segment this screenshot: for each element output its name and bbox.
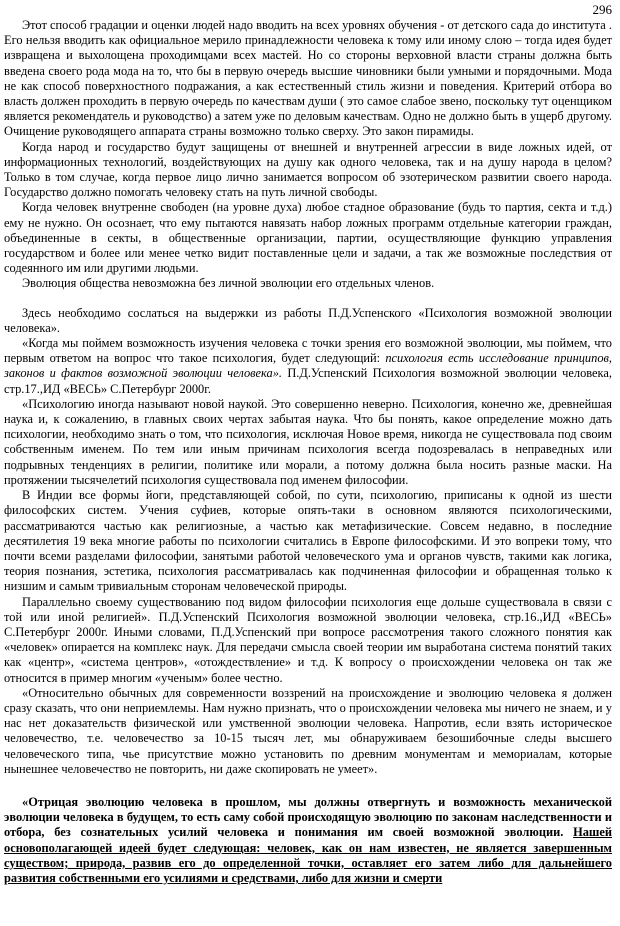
underlined-key-idea: Нашей основополагающей идеей будет следующая: человек, как он нам известен, не является завершенным существом; природа, развив его до определенной точки, оставляет его затем либо для дальнейшего развития собственными его усилиями и средствами, либо для жизни и смерти — [4, 825, 612, 885]
paragraph-2: Когда народ и государство будут защищены от внешней и внутренней агрессии в виде ложных идей, от информационных технологий, воздействующих на душу как одного человека, так и на душу народа в целом? Только в том случае, когда первое лицо лично занимается вопросом об эзотерическом развитии своего народа. Государство должно помогать человеку стать на путь личной свободы. — [4, 139, 612, 200]
paragraph-7: «Психологию иногда называют новой наукой. Это совершенно неверно. Психология, конечно же, древнейшая наука и, к сожалению, в главных своих чертах забытая наука. Что бы понять, какое определение можно дать психологии, необходимо знать о том, что психология, исключая Новое время, никогда не существовала под своим собственным именем. По тем или иным причинам психология всегда подозревалась в неправедных или подрывных тенденциях в религии, политике или морали, а потому должна была носить разные маски. На протяжении тысячелетий психология существовала под именем философии. — [4, 396, 612, 487]
quote-citation: П.Д.Успенский Психология возможной эволюции человека, стр.17.,ИД «ВЕСЬ» С.Петербург 2000г. — [4, 366, 612, 396]
paragraph-gap — [4, 292, 612, 306]
paragraph-10: «Относительно обычных для современности воззрений на происхождение и эволюцию человека я должен сразу сказать, что они неприемлемы. Нам нужно признать, что о происхождении человека мы ничего не знаем, и у нас нет доказательств физической или умственной эволюции человека. Напротив, если взять историческое человечество, т.е. человечество за 10-15 тысяч лет, мы обнаруживаем безошибочные следы высшего человеческого типа, чье присутствие можно установить по древним монументам и мемориалам, которые нынешнее человечество не повторить, ни даже скопировать не умеет». — [4, 685, 612, 776]
paragraph-8: В Индии все формы йоги, представляющей собой, по сути, психологию, приписаны к одной из шести философских систем. Учения суфиев, которые опять-таки в основном являются психологическими, рассматриваются частью как религиозные, а частью как метафизические. Совсем недавно, в последние десятилетия 19 века многие работы по психологии считались в Европе философскими. И это вопреки тому, что почти всеми разделами философии, занятыми работой человеческого ума и органов чувств, такими как логика, теория познания, эстетика, психология рассматривалась как подчиненная философии и обращенная только к низшим и самым тривиальным сторонам человеческой природы. — [4, 488, 612, 594]
paragraph-11 — [4, 795, 612, 886]
paragraph-3: Когда человек внутренне свободен (на уровне духа) любое стадное образование (будь то партия, секта и т.д.) ему не нужно. Он осознает, что ему пытаются навязать набор ложных программ отдельные категории граждан, объединенные в секты, в общественные организации, партии, осуществляющие функцию управления государством и более или менее четко видит поставленные цели и задачи, а так же возможные последствия от содеянного им или другими людьми. — [4, 200, 612, 276]
paragraph-4: Эволюция общества невозможна без личной эволюции его отдельных членов. — [22, 276, 435, 291]
bold-quote: «Отрицая эволюцию человека в прошлом, мы должны отвергнуть и возможность механической эволюции человека в будущем, то есть саму собой происходящую эволюцию по законам наследственности и отбора, без сознательных усилий человека и понимания им своей возможной эволюции. — [4, 794, 612, 840]
paragraph-5: Здесь необходимо сослаться на выдержки из работы П.Д.Успенского «Психология возможной эволюции человека». — [4, 305, 612, 335]
page-number: 296 — [592, 2, 612, 17]
quote-definition: психология есть исследование принципов, законов и фактов возможной эволюции человека». — [4, 351, 612, 381]
paragraph-gap — [4, 777, 612, 795]
paragraph-9: Параллельно своему существованию под видом философии психология еще дольше существовала в связи с той или иной религией». П.Д.Успенский Психология возможной эволюции человека, стр.16.,ИД «ВЕСЬ» С.Петербург 2000г. Иными словами, П.Д.Успенский при вопросе рассмотрения такого сложного понятия как «человек» опирается на комплекс наук. Для передачи смысла своей теории им выработана система понятий таких как «центр», «система центров», «отождествление» и т.д. К вопросу о происхождении человека он так же относится в пример многим «ученым» более честно. — [4, 594, 612, 685]
paragraph-1: Этот способ градации и оценки людей надо вводить на всех уровнях обучения - от детского сада до института . Его нельзя вводить как официальное мерило принадлежности человека к тому или иному слою – тогда идея будет извращена и выхолощена проходимцами всех мастей. Но со стороны верховной власти страны должна быть введена своего рода мода на то, что бы в первую очередь высшие чиновники были умными и порядочными. Мода не как способ поверхностного подражания, а как естественный стиль жизни и поведения. Критерий отбора во власть должен проходить в первую очередь по качествам души ( это самое слабое звено, поскольку тут оценщиком является рекомендатель и руководство) а затем уже по деловым качествам. Одно не должно быть в ущерб другому. Очищение руководящего аппарата страны возможно только сверху. Это закон пирамиды. — [4, 18, 612, 139]
quote-intro: «Когда мы поймем возможность изучения человека с точки зрения его возможной эволюции, мы поймем, что первым ответом на вопрос что такое психология, будет следующий: — [4, 336, 612, 366]
paragraph-6 — [4, 336, 612, 397]
